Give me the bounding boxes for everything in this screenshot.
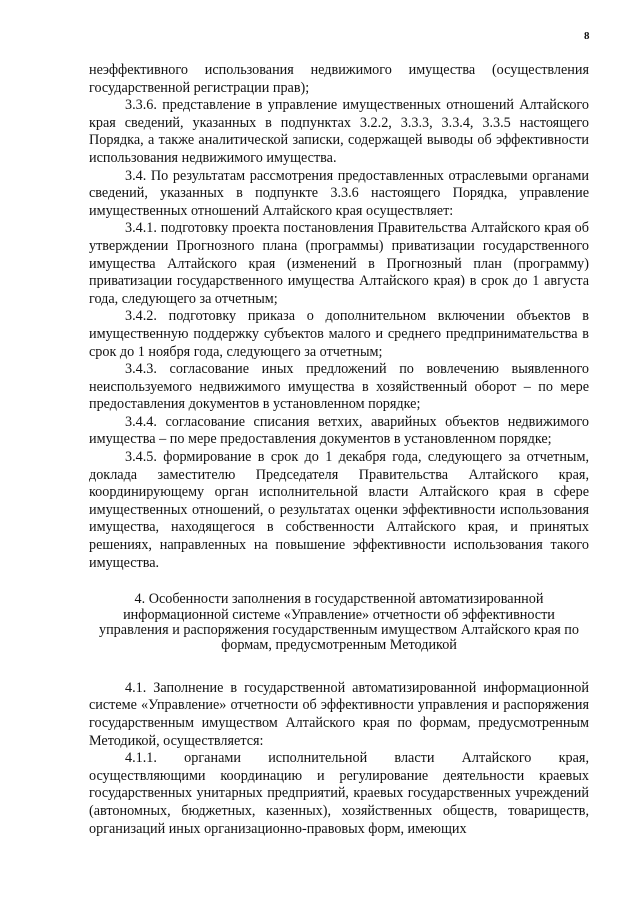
- paragraph: 3.3.6. представление в управление имущественных отношений Алтайского края сведений, указанных в подпунктах 3.2.2, 3.3.3, 3.3.4, 3.3.5 настоящего Порядка, а также аналитической записки, содержащей выводы об эффективности использования недвижимого имущества.: [89, 97, 589, 166]
- paragraph: 3.4.3. согласование иных предложений по вовлечению выявленного неиспользуемого недвижимого имущества в хозяйственный оборот – по мере предоставления документов в установленном порядке;: [89, 361, 589, 413]
- paragraph: 3.4.2. подготовку приказа о дополнительном включении объектов в имущественную поддержку субъектов малого и среднего предпринимательства в срок до 1 ноября года, следующего за отчетным;: [89, 308, 589, 360]
- document-body: [89, 62, 589, 838]
- section-heading: 4. Особенности заполнения в государственной автоматизированной информационной системе «Управление» отчетности об эффективности управления и распоряжения государственным имуществом Алтайского края по формам, предусмотренным Методикой: [99, 591, 579, 654]
- paragraphs-after: [89, 680, 589, 838]
- paragraph: 3.4.5. формирование в срок до 1 декабря года, следующего за отчетным, доклада заместителю Председателя Правительства Алтайского края, координирующему орган исполнительной власти Алтайского края в сфере имущественных отношений, о результатах оценки эффективности использования имущества, находящегося в собственности Алтайского края, и принятых решениях, направленных на повышение эффективности использования такого имущества.: [89, 449, 589, 571]
- paragraph: 3.4.4. согласование списания ветхих, аварийных объектов недвижимого имущества – по мере предоставления документов в установленном порядке;: [89, 413, 589, 448]
- paragraph: неэффективного использования недвижимого имущества (осуществления государственной регистрации прав);: [89, 62, 589, 96]
- paragraph: 4.1.1. органами исполнительной власти Алтайского края, осуществляющими координацию и регулирование деятельности краевых государственных унитарных предприятий, краевых государственных учреждений (автономных, бюджетных, казенных), хозяйственных обществ, товариществ, организаций иных организационно-правовых форм, имеющих: [89, 750, 589, 837]
- page-number: 8: [584, 30, 590, 42]
- paragraphs-before: [89, 62, 589, 572]
- paragraph: 3.4.1. подготовку проекта постановления Правительства Алтайского края об утверждении Прогнозного плана (программы) приватизации государственного имущества Алтайского края (изменений в Прогнозный план (программу) приватизации государственного имущества Алтайского края) в срок до 1 августа года, следующего за отчетным;: [89, 220, 589, 307]
- paragraph: 3.4. По результатам рассмотрения предоставленных отраслевыми органами сведений, указанных в подпункте 3.3.6 настоящего Порядка, управление имущественных отношений Алтайского края осуществляет:: [89, 167, 589, 219]
- paragraph: 4.1. Заполнение в государственной автоматизированной информационной системе «Управление» отчетности об эффективности управления и распоряжения государственным имуществом Алтайского края по формам, предусмотренным Методикой, осуществляется:: [89, 679, 589, 749]
